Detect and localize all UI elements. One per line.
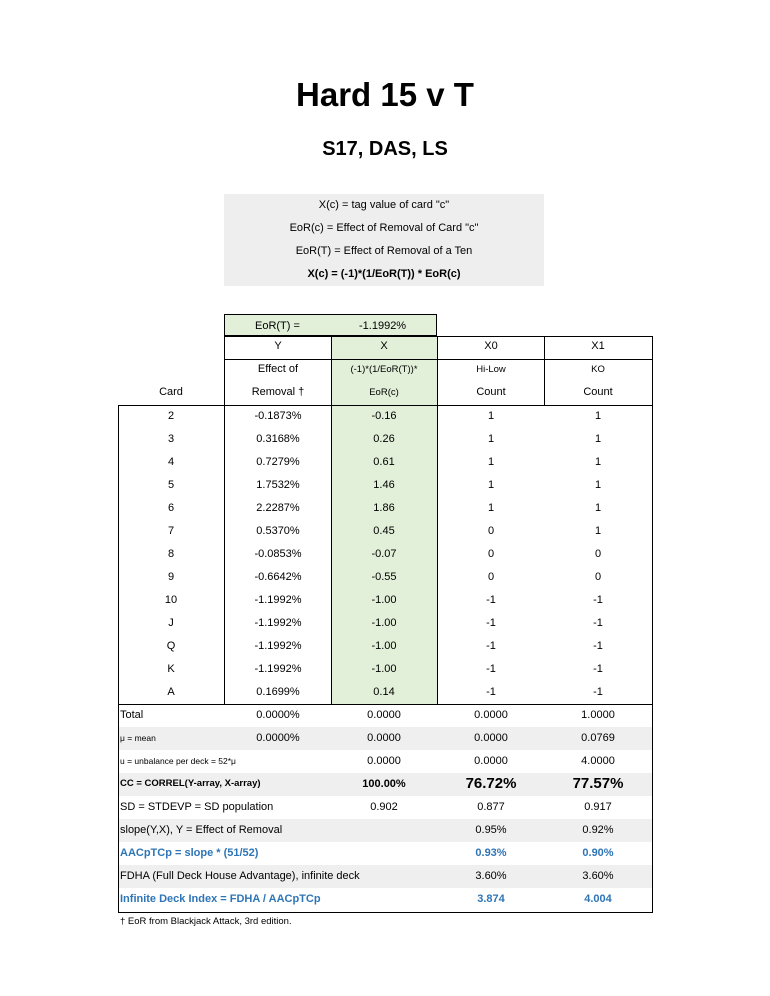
summary-cell: 0.0000 bbox=[367, 755, 401, 767]
table-row-cell: 0.5370% bbox=[256, 525, 300, 537]
eor-t-label: EoR(T) = bbox=[255, 320, 300, 332]
table-row-cell: 0 bbox=[487, 571, 495, 583]
summary-cell: 77.57% bbox=[572, 775, 624, 792]
table-row-cell: -1.00 bbox=[371, 640, 397, 652]
summary-label: SD = STDEVP = SD population bbox=[120, 801, 274, 813]
table-row-cell: 0.7279% bbox=[256, 456, 300, 468]
summary-cell: 0.93% bbox=[475, 847, 507, 859]
grid-line bbox=[224, 336, 652, 337]
table-row-cell: 1 bbox=[487, 433, 495, 445]
header-cell: X bbox=[380, 340, 388, 352]
summary-cell: 3.874 bbox=[477, 893, 505, 905]
summary-label: u = unbalance per deck = 52*μ bbox=[120, 756, 236, 766]
header-cell: EoR(c) bbox=[369, 387, 399, 398]
header-cell: X0 bbox=[484, 340, 498, 352]
definition-eor-card: EoR(c) = Effect of Removal of Card "c" bbox=[289, 222, 479, 234]
table-row-cell: 0.14 bbox=[373, 686, 395, 698]
summary-cell: 4.0000 bbox=[581, 755, 615, 767]
definition-formula: X(c) = (-1)*(1/EoR(T)) * EoR(c) bbox=[307, 268, 461, 280]
summary-cell: 0.92% bbox=[582, 824, 614, 836]
table-row-cell: 0.61 bbox=[373, 456, 395, 468]
summary-cell: 0.0000 bbox=[474, 732, 508, 744]
table-row-cell: A bbox=[167, 686, 175, 698]
table-row-cell: -1.1992% bbox=[254, 617, 302, 629]
table-row-cell: -1 bbox=[486, 640, 496, 652]
table-row-cell: 10 bbox=[164, 594, 178, 606]
table-row-cell: -1 bbox=[593, 640, 603, 652]
table-row-cell: J bbox=[168, 617, 174, 629]
summary-label: Infinite Deck Index = FDHA / AACpTCp bbox=[120, 893, 321, 905]
table-row-cell: 7 bbox=[167, 525, 175, 537]
page-subtitle: S17, DAS, LS bbox=[322, 138, 448, 160]
table-row-cell: 0 bbox=[487, 525, 495, 537]
table-row-cell: 0 bbox=[594, 571, 602, 583]
header-cell: Count bbox=[583, 386, 613, 398]
header-cell: Count bbox=[476, 386, 506, 398]
table-row-cell: 2.2287% bbox=[256, 502, 300, 514]
header-cell: Effect of bbox=[257, 363, 299, 375]
table-row-cell: 1 bbox=[487, 502, 495, 514]
summary-label: CC = CORREL(Y-array, X-array) bbox=[120, 778, 261, 789]
summary-cell: 76.72% bbox=[465, 775, 517, 792]
table-row-cell: -1 bbox=[593, 686, 603, 698]
summary-label: FDHA (Full Deck House Advantage), infinite deck bbox=[120, 870, 360, 882]
definition-eor-ten: EoR(T) = Effect of Removal of a Ten bbox=[295, 245, 473, 257]
table-row-cell: -0.1873% bbox=[254, 410, 302, 422]
table-row-cell: -0.07 bbox=[371, 548, 397, 560]
grid-line bbox=[118, 912, 652, 913]
header-cell: X1 bbox=[591, 340, 605, 352]
table-row-cell: 1 bbox=[594, 479, 602, 491]
summary-cell: 0.0000% bbox=[256, 732, 300, 744]
table-row-cell: Q bbox=[166, 640, 176, 652]
table-row-cell: 9 bbox=[167, 571, 175, 583]
table-row-cell: 5 bbox=[167, 479, 175, 491]
table-row-cell: 1 bbox=[594, 456, 602, 468]
table-row-cell: -1.00 bbox=[371, 594, 397, 606]
table-row-cell: 1 bbox=[487, 410, 495, 422]
eor-table bbox=[118, 336, 652, 912]
table-row-cell: -1.00 bbox=[371, 617, 397, 629]
table-row-cell: 0 bbox=[487, 548, 495, 560]
table-row-cell: -0.0853% bbox=[254, 548, 302, 560]
table-row-cell: -1.1992% bbox=[254, 594, 302, 606]
table-row-cell: -1 bbox=[486, 594, 496, 606]
table-row-cell: 1.46 bbox=[373, 479, 395, 491]
table-row-cell: 1 bbox=[594, 502, 602, 514]
summary-label: AACpTCp = slope * (51/52) bbox=[120, 847, 259, 859]
eor-t-box bbox=[224, 314, 437, 336]
grid-line bbox=[118, 405, 652, 406]
grid-line bbox=[652, 336, 653, 913]
table-row-cell: 8 bbox=[167, 548, 175, 560]
summary-cell: 0.95% bbox=[475, 824, 507, 836]
table-row-cell: -1.1992% bbox=[254, 663, 302, 675]
summary-cell: 3.60% bbox=[582, 870, 614, 882]
summary-cell: 1.0000 bbox=[581, 709, 615, 721]
table-row-cell: -0.16 bbox=[371, 410, 397, 422]
summary-label: μ = mean bbox=[120, 733, 156, 743]
eor-t-value: -1.1992% bbox=[359, 320, 407, 332]
summary-cell: 3.60% bbox=[475, 870, 507, 882]
table-row-cell: -1 bbox=[486, 617, 496, 629]
table-row-cell: 4 bbox=[167, 456, 175, 468]
table-row-cell: 0.1699% bbox=[256, 686, 300, 698]
table-row-cell: K bbox=[167, 663, 175, 675]
summary-label: slope(Y,X), Y = Effect of Removal bbox=[120, 824, 283, 836]
summary-cell: 0.877 bbox=[477, 801, 505, 813]
summary-cell: 0.917 bbox=[584, 801, 612, 813]
table-row-cell: -1 bbox=[486, 686, 496, 698]
table-row-cell: 3 bbox=[167, 433, 175, 445]
page-title: Hard 15 v T bbox=[296, 76, 474, 113]
footnote: † EoR from Blackjack Attack, 3rd edition. bbox=[120, 916, 292, 927]
summary-cell: 0.0769 bbox=[581, 732, 615, 744]
header-cell: Card bbox=[159, 386, 183, 398]
summary-label: Total bbox=[120, 709, 144, 721]
table-row-cell: 1.7532% bbox=[256, 479, 300, 491]
table-row-cell: -1 bbox=[593, 594, 603, 606]
table-row-cell: -0.55 bbox=[371, 571, 397, 583]
header-cell: Y bbox=[274, 340, 282, 352]
table-row-cell: 0.45 bbox=[373, 525, 395, 537]
summary-cell: 4.004 bbox=[584, 893, 612, 905]
header-cell: Removal † bbox=[251, 386, 305, 398]
table-row-cell: -1 bbox=[593, 663, 603, 675]
header-cell: Hi-Low bbox=[476, 364, 506, 375]
summary-cell: 0.0000 bbox=[474, 755, 508, 767]
summary-cell: 0.0000 bbox=[474, 709, 508, 721]
table-row-cell: 0 bbox=[594, 548, 602, 560]
table-row-cell: 1 bbox=[594, 433, 602, 445]
table-row-cell: -0.6642% bbox=[254, 571, 302, 583]
summary-cell: 0.90% bbox=[582, 847, 614, 859]
table-row-cell: 2 bbox=[167, 410, 175, 422]
table-row-cell: 1 bbox=[487, 479, 495, 491]
table-row-cell: 1 bbox=[594, 525, 602, 537]
table-row-cell: 0.26 bbox=[373, 433, 395, 445]
table-row-cell: 1 bbox=[594, 410, 602, 422]
summary-cell: 0.902 bbox=[370, 801, 398, 813]
header-cell: (-1)*(1/EoR(T))* bbox=[350, 364, 418, 375]
table-row-cell: 6 bbox=[167, 502, 175, 514]
summary-cell: 0.0000 bbox=[367, 709, 401, 721]
summary-cell: 0.0000 bbox=[367, 732, 401, 744]
table-row-cell: 0.3168% bbox=[256, 433, 300, 445]
table-row-cell: -1 bbox=[486, 663, 496, 675]
definition-tag-value: X(c) = tag value of card "c" bbox=[318, 199, 450, 211]
table-row-cell: -1.1992% bbox=[254, 640, 302, 652]
summary-cell: 100.00% bbox=[362, 778, 406, 790]
grid-line bbox=[118, 704, 652, 705]
table-row-cell: -1.00 bbox=[371, 663, 397, 675]
definitions-box bbox=[224, 194, 544, 286]
grid-line bbox=[224, 359, 652, 360]
table-row-cell: -1 bbox=[593, 617, 603, 629]
table-row-cell: 1 bbox=[487, 456, 495, 468]
summary-cell: 0.0000% bbox=[256, 709, 300, 721]
header-cell: KO bbox=[591, 364, 605, 375]
table-row-cell: 1.86 bbox=[373, 502, 395, 514]
